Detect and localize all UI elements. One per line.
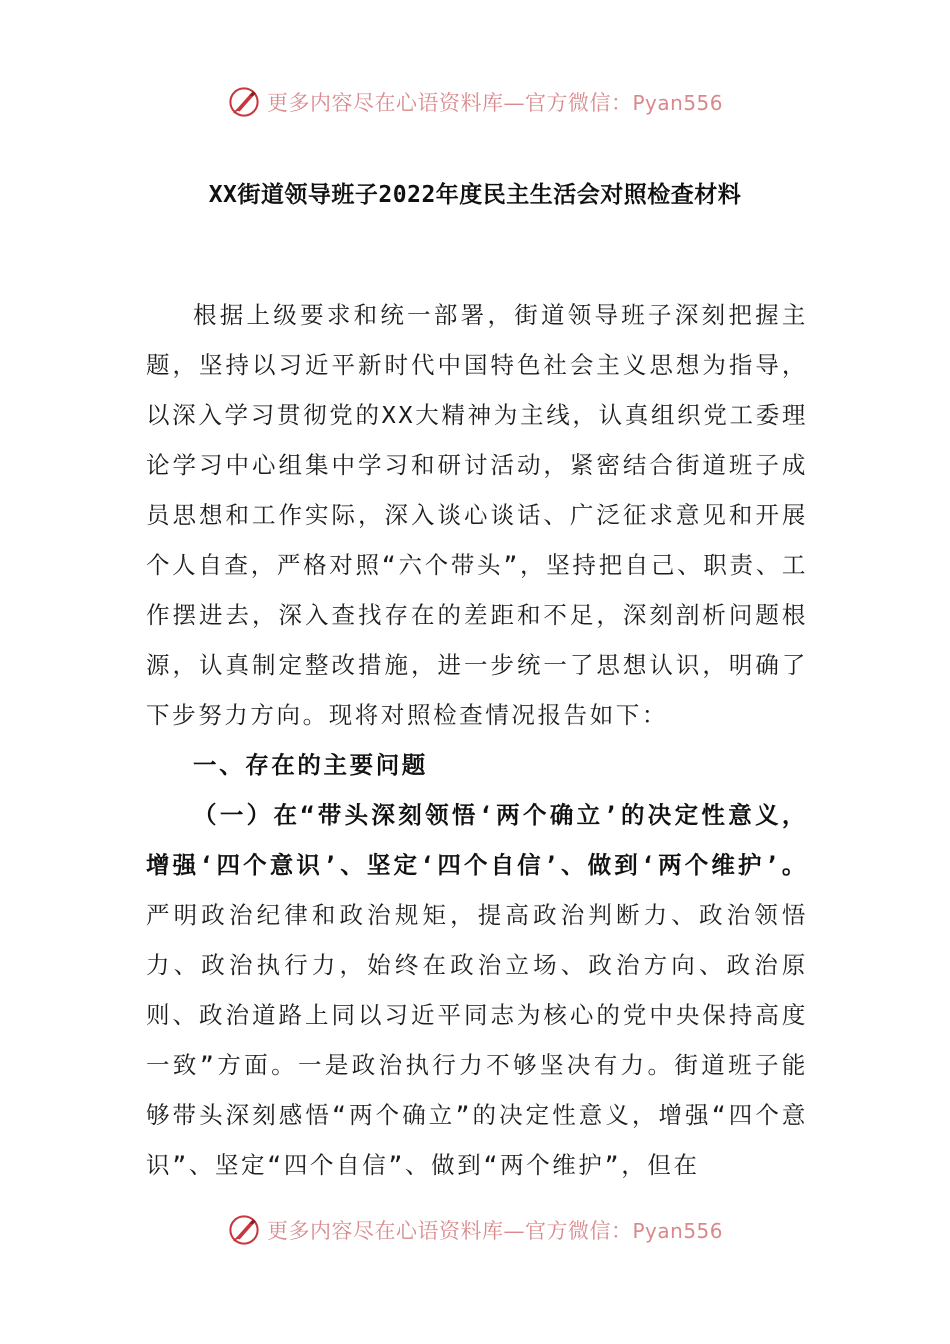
watermark-footer bbox=[0, 1210, 950, 1250]
subsection-paragraph bbox=[146, 790, 808, 1190]
subsection-lead: （一）在“带头深刻领悟‘两个确立’的决定性意义，增强‘四个意识’、坚定‘四个自信’、做到‘两个维护’。 bbox=[146, 801, 808, 879]
watermark-text: 更多内容尽在心语资料库—官方微信：Pyan556 bbox=[266, 91, 723, 115]
watermark-text: 更多内容尽在心语资料库—官方微信：Pyan556 bbox=[266, 1219, 723, 1243]
subsection-paragraph-block bbox=[146, 790, 808, 1190]
subsection-body: 严明政治纪律和政治规矩，提高政治判断力、政治领悟力、政治执行力，始终在政治立场、政治方向、政治原则、政治道路上同以习近平同志为核心的党中央保持高度一致”方面。一是政治执行力不够坚决有力。街道班子能够带头深刻感悟“两个确立”的决定性意义，增强“四个意识”、坚定“四个自信”、做到“两个维护”，但在 bbox=[146, 901, 808, 1179]
watermark-header bbox=[0, 82, 950, 122]
intro-paragraph: 根据上级要求和统一部署，街道领导班子深刻把握主题，坚持以习近平新时代中国特色社会主义思想为指导，以深入学习贯彻党的XX大精神为主线，认真组织党工委理论学习中心组集中学习和研讨活动，紧密结合街道班子成员思想和工作实际，深入谈心谈话、广泛征求意见和开展个人自查，严格对照“六个带头”，坚持把自己、职责、工作摆进去，深入查找存在的差距和不足，深刻剖析问题根源，认真制定整改措施，进一步统一了思想认识，明确了下步努力方向。现将对照检查情况报告如下： bbox=[146, 301, 808, 729]
section-heading: 一、存在的主要问题 bbox=[193, 751, 428, 779]
pen-nib-logo-icon bbox=[227, 1213, 261, 1247]
document-title: XX街道领导班子2022年度民主生活会对照检查材料 bbox=[208, 182, 742, 208]
intro-paragraph-block bbox=[146, 290, 808, 740]
pen-nib-logo-icon bbox=[227, 85, 261, 119]
